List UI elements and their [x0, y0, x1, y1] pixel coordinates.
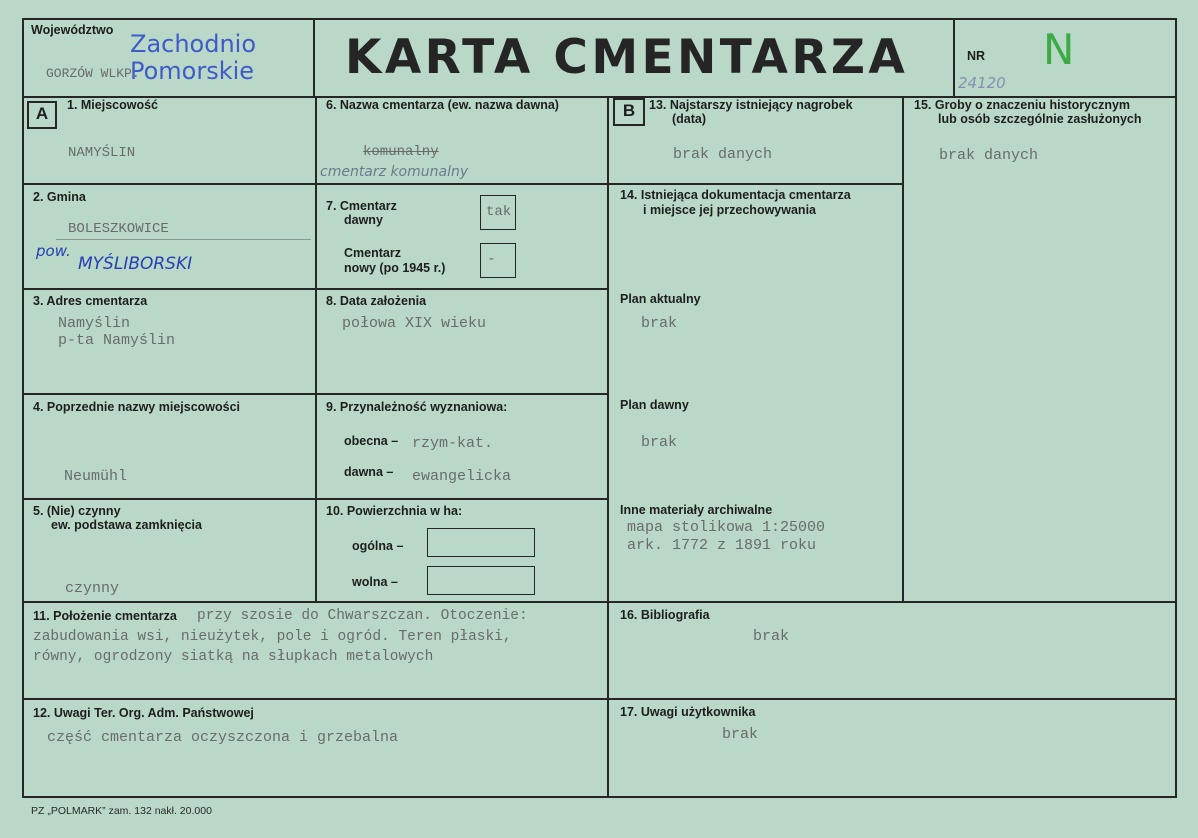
field-5-label-line1: 5. (Nie) czynny [33, 504, 121, 518]
field-15-value: brak danych [939, 147, 1039, 164]
field-2-value: BOLESZKOWICE [68, 221, 169, 237]
field-7-dawny-line1: 7. Cmentarz [326, 199, 397, 213]
field-7-dawny-line2: dawny [344, 213, 383, 227]
field-1-label: 1. Miejscowość [67, 98, 159, 112]
printer-imprint: PZ „POLMARK” zam. 132 nakł. 20.000 [31, 805, 212, 817]
frame-left-line [22, 18, 24, 798]
header-divider-2 [953, 18, 955, 98]
field-17-value: brak [722, 726, 759, 743]
field-13-label-line2: (data) [672, 112, 707, 126]
inne-materialy-line1: mapa stolikowa 1:25000 [627, 519, 826, 536]
row-line-b1 [608, 183, 903, 185]
field-3-label: 3. Adres cmentarza [33, 294, 148, 308]
field-12-label: 12. Uwagi Ter. Org. Adm. Państwowej [33, 706, 254, 720]
section-b-box: B [613, 98, 645, 126]
powiat-handwritten: MYŚLIBORSKI [78, 254, 193, 274]
field-16-label: 16. Bibliografia [620, 608, 710, 622]
col-line-a [315, 96, 317, 603]
nr-label: NR [967, 49, 986, 63]
field-9-obecna-value: rzym-kat. [412, 435, 494, 452]
frame-top-line [22, 18, 1177, 20]
col-line-c [902, 96, 904, 603]
wojewodztwo-label: Województwo [31, 23, 114, 37]
field-9-dawna-label: dawna – [344, 465, 394, 479]
row-line-a1 [22, 183, 316, 185]
field-14-label-line1: 14. Istniejąca dokumentacja cmentarza [620, 188, 851, 202]
field-6-handwritten: cmentarz komunalny [320, 164, 469, 180]
plan-aktualny-value: brak [641, 315, 678, 332]
field-16-value: brak [753, 628, 790, 645]
field-8-label: 8. Data założenia [326, 294, 427, 308]
field-13-value: brak danych [673, 146, 773, 163]
field-13-label-line1: 13. Najstarszy istniejący nagrobek [649, 98, 853, 112]
field-6-label: 6. Nazwa cmentarza (ew. nazwa dawna) [326, 98, 559, 112]
field-3-line2: p-ta Namyślin [58, 332, 176, 349]
frame-right-line [1175, 18, 1177, 798]
field-14-label-line2: i miejsce jej przechowywania [643, 203, 816, 217]
plan-aktualny-label: Plan aktualny [620, 292, 701, 306]
row-line-m4 [316, 498, 608, 500]
header-divider-1 [313, 18, 315, 98]
lower-top-line [22, 601, 1177, 603]
field-11-line3: równy, ogrodzony siatką na słupkach metalowych [33, 649, 434, 665]
field-17-label: 17. Uwagi użytkownika [620, 705, 756, 719]
field-15-label-line2: lub osób szczególnie zasłużonych [938, 112, 1142, 126]
row-line-a2 [22, 288, 316, 290]
frame-bottom-line [22, 796, 1177, 798]
row-line-a4 [22, 498, 316, 500]
row-line-a3 [22, 393, 316, 395]
field-4-label: 4. Poprzednie nazwy miejscowości [33, 400, 241, 414]
section-a-box: A [27, 101, 57, 129]
field-7-nowy-line1: Cmentarz [344, 246, 401, 260]
field-1-value: NAMYŚLIN [68, 145, 136, 161]
field-5-label-line2: ew. podstawa zamknięcia [51, 518, 202, 532]
field-10-ogolna-label: ogólna – [352, 539, 404, 553]
row-line-m2 [316, 288, 608, 290]
field-4-value: Neumühl [64, 468, 128, 485]
card-title: KARTA CMENTARZA [345, 30, 909, 85]
wojewodztwo-typed-value: GORZÓW WLKP. [46, 66, 140, 81]
inne-materialy-label: Inne materiały archiwalne [620, 503, 773, 517]
field-11-line1: przy szosie do Chwarszczan. Otoczenie: [197, 608, 528, 624]
field-9-obecna-label: obecna – [344, 434, 399, 448]
nr-handwritten-value: N [1043, 25, 1075, 74]
powiat-prefix-handwritten: pow. [36, 242, 71, 260]
plan-dawny-label: Plan dawny [620, 398, 689, 412]
field-11-label: 11. Położenie cmentarza [33, 609, 177, 623]
field-7-nowy-line2: nowy (po 1945 r.) [344, 261, 446, 275]
inne-materialy-line2: ark. 1772 z 1891 roku [627, 537, 817, 554]
field-9-dawna-value: ewangelicka [412, 468, 512, 485]
field-10-label: 10. Powierzchnia w ha: [326, 504, 463, 518]
field-2-label: 2. Gmina [33, 190, 86, 204]
col-line-b [607, 96, 609, 798]
field-6-value-struck: komunalny [363, 144, 439, 160]
field-12-value: część cmentarza oczyszczona i grzebalna [47, 729, 399, 746]
voivodeship-stamp-line1: Zachodnio [130, 30, 257, 58]
field-11-line2: zabudowania wsi, nieużytek, pole i ogród. Teren płaski, [33, 629, 512, 645]
field-5-value: czynny [65, 580, 120, 597]
field-7-nowy-box [480, 243, 516, 278]
row-line-m3 [316, 393, 608, 395]
field-7-nowy-value: - [487, 251, 497, 268]
field-8-value: połowa XIX wieku [342, 315, 487, 332]
row-line-m1 [316, 183, 608, 185]
field-10-wolna-box [427, 566, 535, 595]
field-10-wolna-label: wolna – [352, 575, 398, 589]
nr-small-number: 24120 [958, 74, 1006, 92]
field-3-line1: Namyślin [58, 315, 131, 332]
plan-dawny-value: brak [641, 434, 678, 451]
field-7-dawny-value: tak [486, 204, 512, 220]
field-15-label-line1: 15. Groby o znaczeniu historycznym [914, 98, 1131, 112]
field-9-label: 9. Przynależność wyznaniowa: [326, 400, 508, 414]
field-10-ogolna-box [427, 528, 535, 557]
lower-mid-line [22, 698, 1177, 700]
voivodeship-stamp-line2: Pomorskie [130, 57, 255, 85]
